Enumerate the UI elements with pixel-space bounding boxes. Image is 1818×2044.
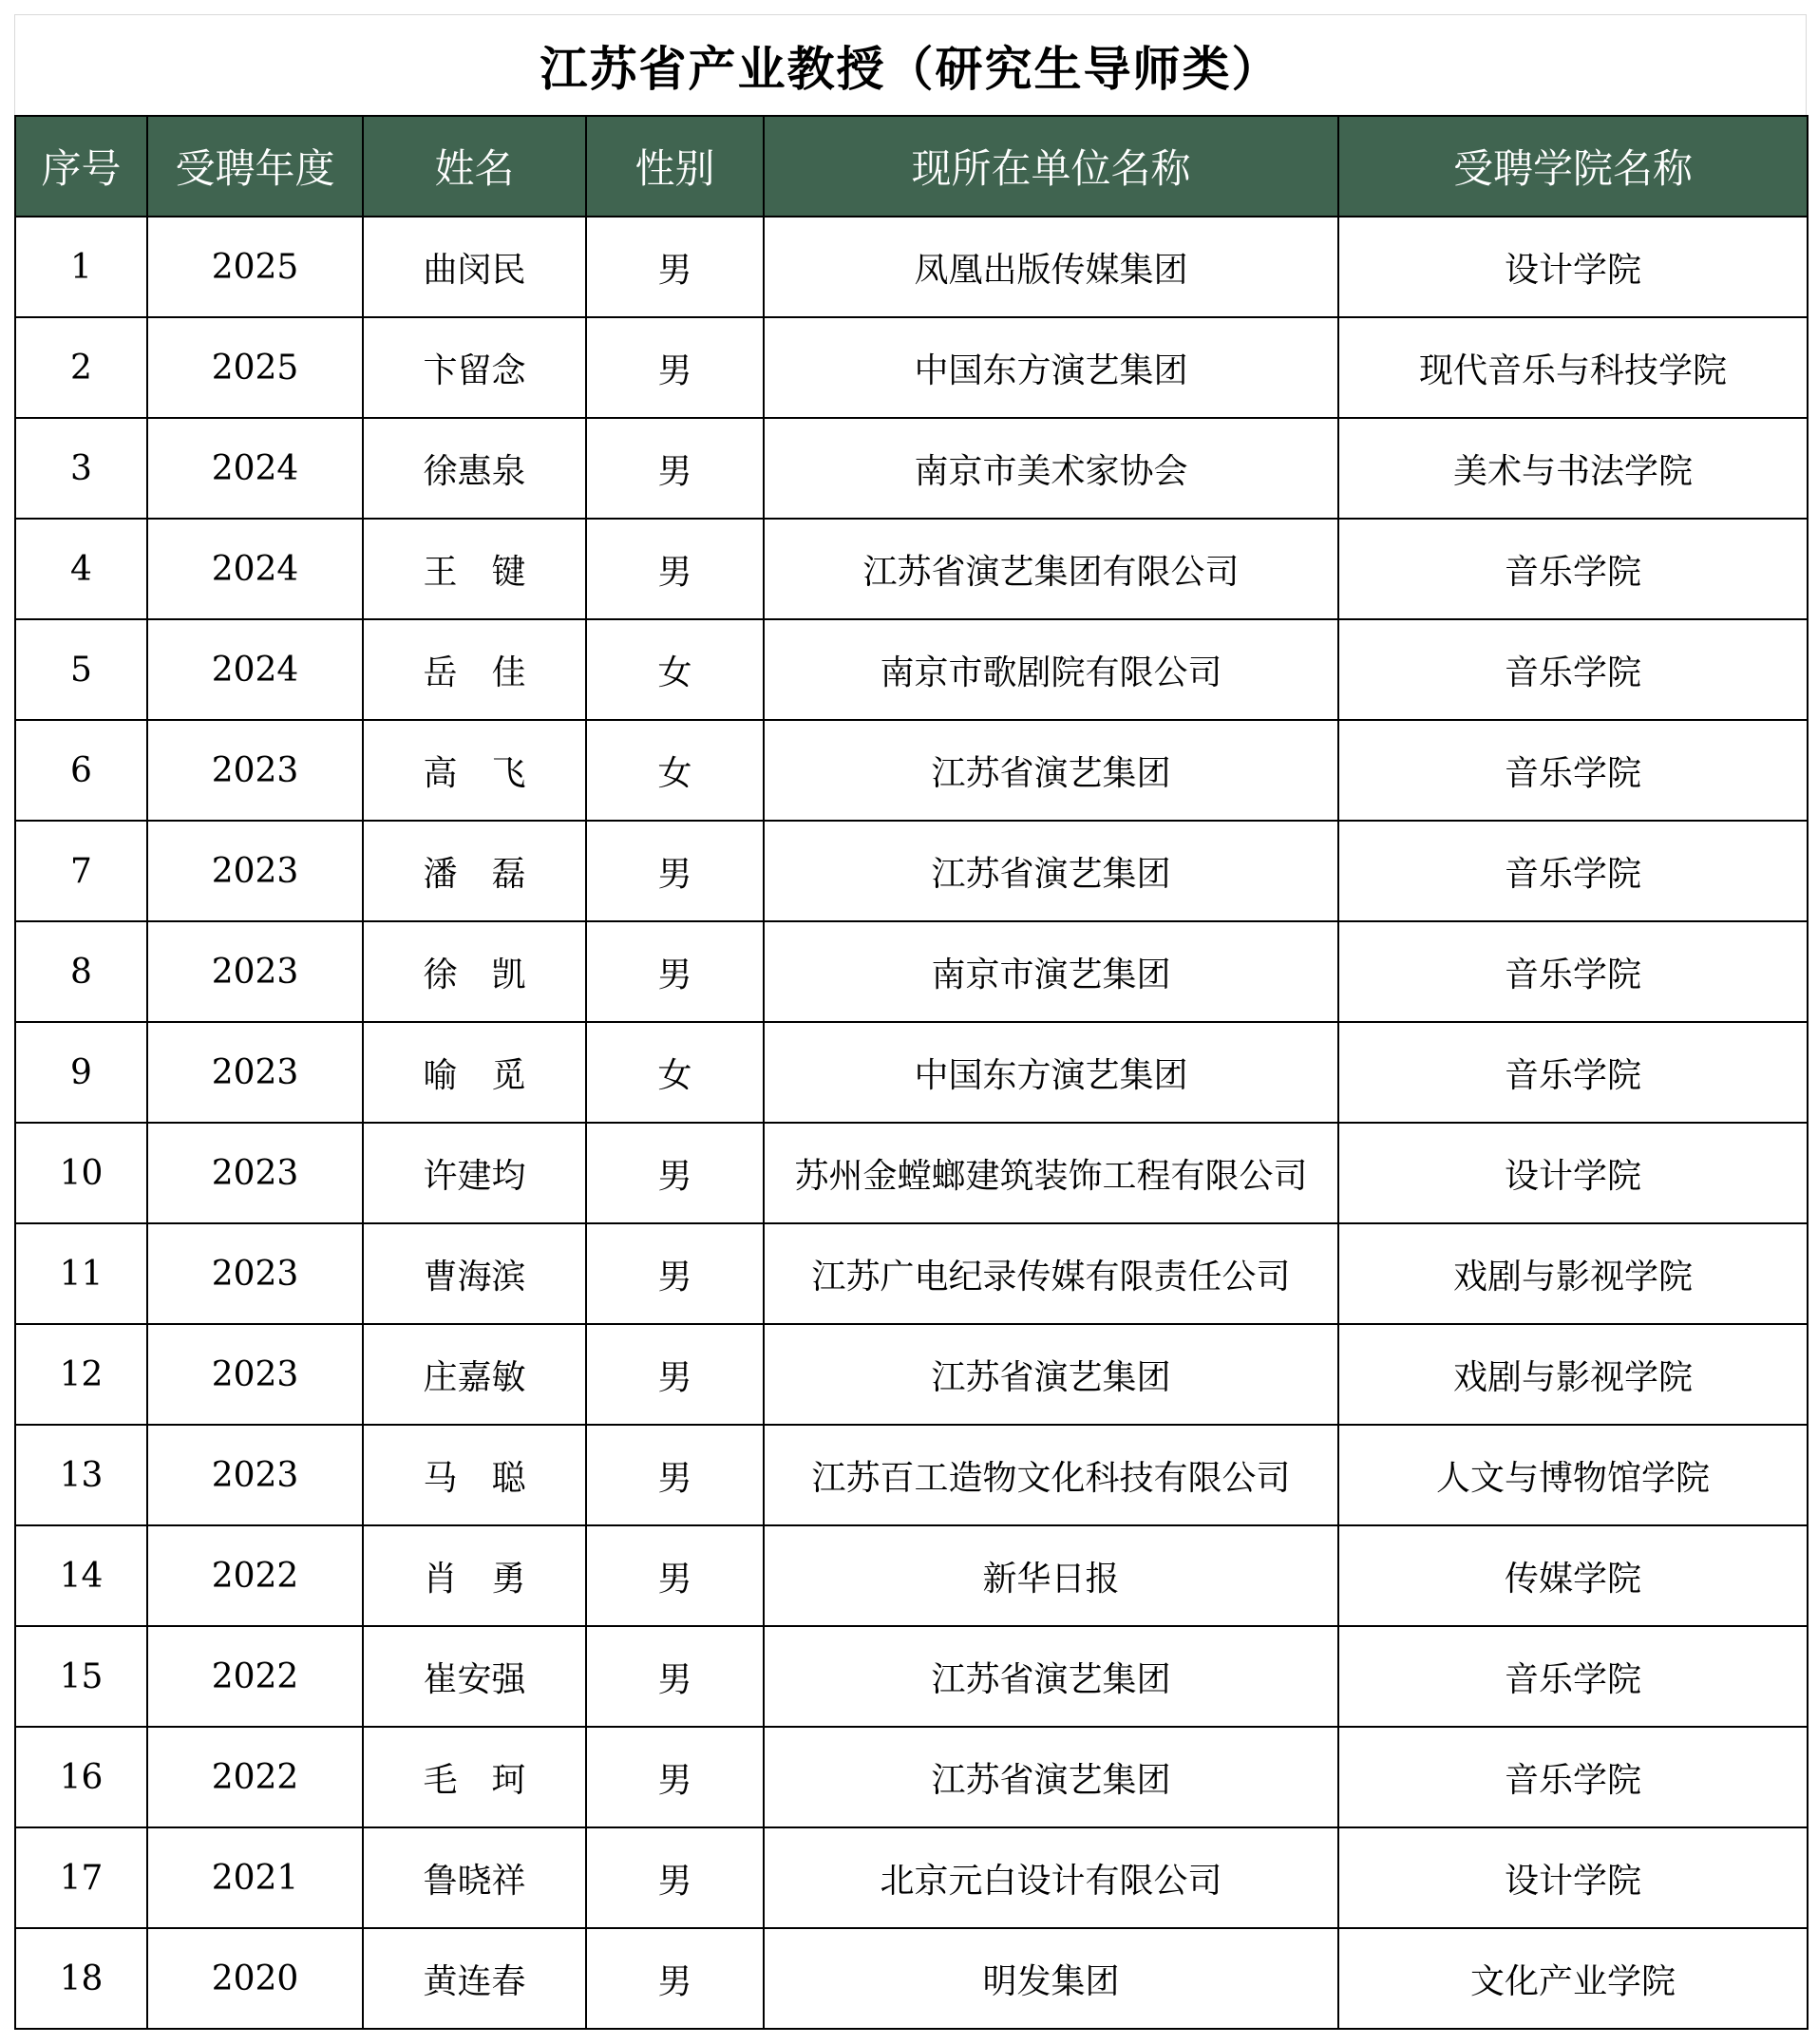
table-row [15, 519, 1808, 619]
cell-index: 14 [15, 1525, 147, 1626]
cell-index: 1 [15, 217, 147, 317]
cell-year: 2025 [147, 217, 363, 317]
table-body [15, 217, 1808, 2029]
cell-college: 音乐学院 [1338, 921, 1808, 1022]
cell-index: 4 [15, 519, 147, 619]
cell-college: 音乐学院 [1338, 1022, 1808, 1123]
cell-college: 音乐学院 [1338, 720, 1808, 821]
cell-year: 2021 [147, 1827, 363, 1928]
cell-year: 2025 [147, 317, 363, 418]
cell-index: 16 [15, 1727, 147, 1827]
header-name: 姓名 [363, 116, 586, 217]
table-row [15, 821, 1808, 921]
table-row [15, 1324, 1808, 1425]
cell-gender: 男 [586, 1324, 764, 1425]
cell-gender: 男 [586, 1928, 764, 2029]
cell-organization: 苏州金螳螂建筑装饰工程有限公司 [764, 1123, 1338, 1223]
cell-year: 2024 [147, 519, 363, 619]
cell-college: 戏剧与影视学院 [1338, 1324, 1808, 1425]
cell-name: 马 聪 [363, 1425, 586, 1525]
cell-organization: 中国东方演艺集团 [764, 317, 1338, 418]
cell-year: 2024 [147, 418, 363, 519]
cell-index: 2 [15, 317, 147, 418]
cell-organization: 南京市演艺集团 [764, 921, 1338, 1022]
cell-college: 现代音乐与科技学院 [1338, 317, 1808, 418]
page-title: 江苏省产业教授（研究生导师类） [14, 14, 1807, 115]
cell-organization: 江苏省演艺集团 [764, 1626, 1338, 1727]
cell-name: 卞留念 [363, 317, 586, 418]
cell-organization: 江苏省演艺集团 [764, 720, 1338, 821]
cell-name: 徐 凯 [363, 921, 586, 1022]
cell-name: 许建均 [363, 1123, 586, 1223]
header-index: 序号 [15, 116, 147, 217]
cell-name: 喻 觅 [363, 1022, 586, 1123]
table-row [15, 1123, 1808, 1223]
cell-organization: 新华日报 [764, 1525, 1338, 1626]
cell-college: 音乐学院 [1338, 1626, 1808, 1727]
table-row [15, 1525, 1808, 1626]
cell-name: 崔安强 [363, 1626, 586, 1727]
professor-table [14, 115, 1809, 2030]
cell-gender: 男 [586, 1626, 764, 1727]
cell-index: 5 [15, 619, 147, 720]
cell-index: 6 [15, 720, 147, 821]
header-row [15, 116, 1808, 217]
cell-organization: 南京市美术家协会 [764, 418, 1338, 519]
cell-gender: 男 [586, 317, 764, 418]
header-college: 受聘学院名称 [1338, 116, 1808, 217]
cell-college: 音乐学院 [1338, 821, 1808, 921]
cell-gender: 男 [586, 921, 764, 1022]
cell-college: 音乐学院 [1338, 619, 1808, 720]
cell-index: 8 [15, 921, 147, 1022]
cell-index: 12 [15, 1324, 147, 1425]
cell-gender: 男 [586, 1827, 764, 1928]
table-row [15, 619, 1808, 720]
table-row [15, 1727, 1808, 1827]
cell-name: 肖 勇 [363, 1525, 586, 1626]
cell-name: 徐惠泉 [363, 418, 586, 519]
table-row [15, 1626, 1808, 1727]
cell-gender: 男 [586, 1727, 764, 1827]
cell-college: 设计学院 [1338, 1827, 1808, 1928]
cell-name: 鲁晓祥 [363, 1827, 586, 1928]
cell-organization: 凤凰出版传媒集团 [764, 217, 1338, 317]
cell-gender: 男 [586, 1223, 764, 1324]
cell-gender: 男 [586, 821, 764, 921]
cell-year: 2020 [147, 1928, 363, 2029]
cell-organization: 北京元白设计有限公司 [764, 1827, 1338, 1928]
table-row [15, 921, 1808, 1022]
cell-college: 设计学院 [1338, 1123, 1808, 1223]
cell-year: 2023 [147, 1425, 363, 1525]
cell-index: 7 [15, 821, 147, 921]
cell-gender: 男 [586, 1525, 764, 1626]
cell-college: 设计学院 [1338, 217, 1808, 317]
cell-name: 岳 佳 [363, 619, 586, 720]
table-row [15, 720, 1808, 821]
cell-college: 传媒学院 [1338, 1525, 1808, 1626]
cell-organization: 中国东方演艺集团 [764, 1022, 1338, 1123]
table-row [15, 418, 1808, 519]
table-row [15, 1425, 1808, 1525]
cell-index: 10 [15, 1123, 147, 1223]
cell-name: 高 飞 [363, 720, 586, 821]
cell-year: 2023 [147, 1223, 363, 1324]
cell-index: 18 [15, 1928, 147, 2029]
cell-index: 15 [15, 1626, 147, 1727]
cell-name: 曲闵民 [363, 217, 586, 317]
cell-college: 戏剧与影视学院 [1338, 1223, 1808, 1324]
cell-organization: 江苏省演艺集团 [764, 1727, 1338, 1827]
table-row [15, 317, 1808, 418]
cell-gender: 女 [586, 619, 764, 720]
spreadsheet [14, 14, 1807, 2030]
cell-name: 庄嘉敏 [363, 1324, 586, 1425]
cell-organization: 江苏广电纪录传媒有限责任公司 [764, 1223, 1338, 1324]
cell-name: 黄连春 [363, 1928, 586, 2029]
cell-gender: 男 [586, 1123, 764, 1223]
header-organization: 现所在单位名称 [764, 116, 1338, 217]
cell-year: 2023 [147, 821, 363, 921]
cell-index: 9 [15, 1022, 147, 1123]
cell-gender: 男 [586, 217, 764, 317]
table-row [15, 217, 1808, 317]
cell-organization: 江苏省演艺集团 [764, 821, 1338, 921]
cell-name: 曹海滨 [363, 1223, 586, 1324]
cell-year: 2023 [147, 1022, 363, 1123]
cell-college: 人文与博物馆学院 [1338, 1425, 1808, 1525]
cell-year: 2022 [147, 1727, 363, 1827]
cell-organization: 江苏省演艺集团有限公司 [764, 519, 1338, 619]
table-row [15, 1223, 1808, 1324]
cell-year: 2023 [147, 720, 363, 821]
cell-year: 2023 [147, 1123, 363, 1223]
cell-organization: 江苏百工造物文化科技有限公司 [764, 1425, 1338, 1525]
cell-name: 王 键 [363, 519, 586, 619]
cell-college: 美术与书法学院 [1338, 418, 1808, 519]
cell-college: 音乐学院 [1338, 1727, 1808, 1827]
cell-gender: 男 [586, 1425, 764, 1525]
cell-year: 2023 [147, 921, 363, 1022]
table-row [15, 1827, 1808, 1928]
cell-college: 音乐学院 [1338, 519, 1808, 619]
cell-gender: 女 [586, 720, 764, 821]
cell-gender: 男 [586, 418, 764, 519]
cell-year: 2022 [147, 1525, 363, 1626]
header-year: 受聘年度 [147, 116, 363, 217]
cell-college: 文化产业学院 [1338, 1928, 1808, 2029]
cell-organization: 江苏省演艺集团 [764, 1324, 1338, 1425]
table-row [15, 1022, 1808, 1123]
cell-index: 11 [15, 1223, 147, 1324]
cell-gender: 男 [586, 519, 764, 619]
cell-year: 2022 [147, 1626, 363, 1727]
cell-index: 3 [15, 418, 147, 519]
cell-name: 潘 磊 [363, 821, 586, 921]
table-row [15, 1928, 1808, 2029]
cell-index: 17 [15, 1827, 147, 1928]
cell-year: 2023 [147, 1324, 363, 1425]
cell-gender: 女 [586, 1022, 764, 1123]
header-gender: 性别 [586, 116, 764, 217]
cell-name: 毛 珂 [363, 1727, 586, 1827]
cell-year: 2024 [147, 619, 363, 720]
cell-organization: 南京市歌剧院有限公司 [764, 619, 1338, 720]
cell-organization: 明发集团 [764, 1928, 1338, 2029]
cell-index: 13 [15, 1425, 147, 1525]
